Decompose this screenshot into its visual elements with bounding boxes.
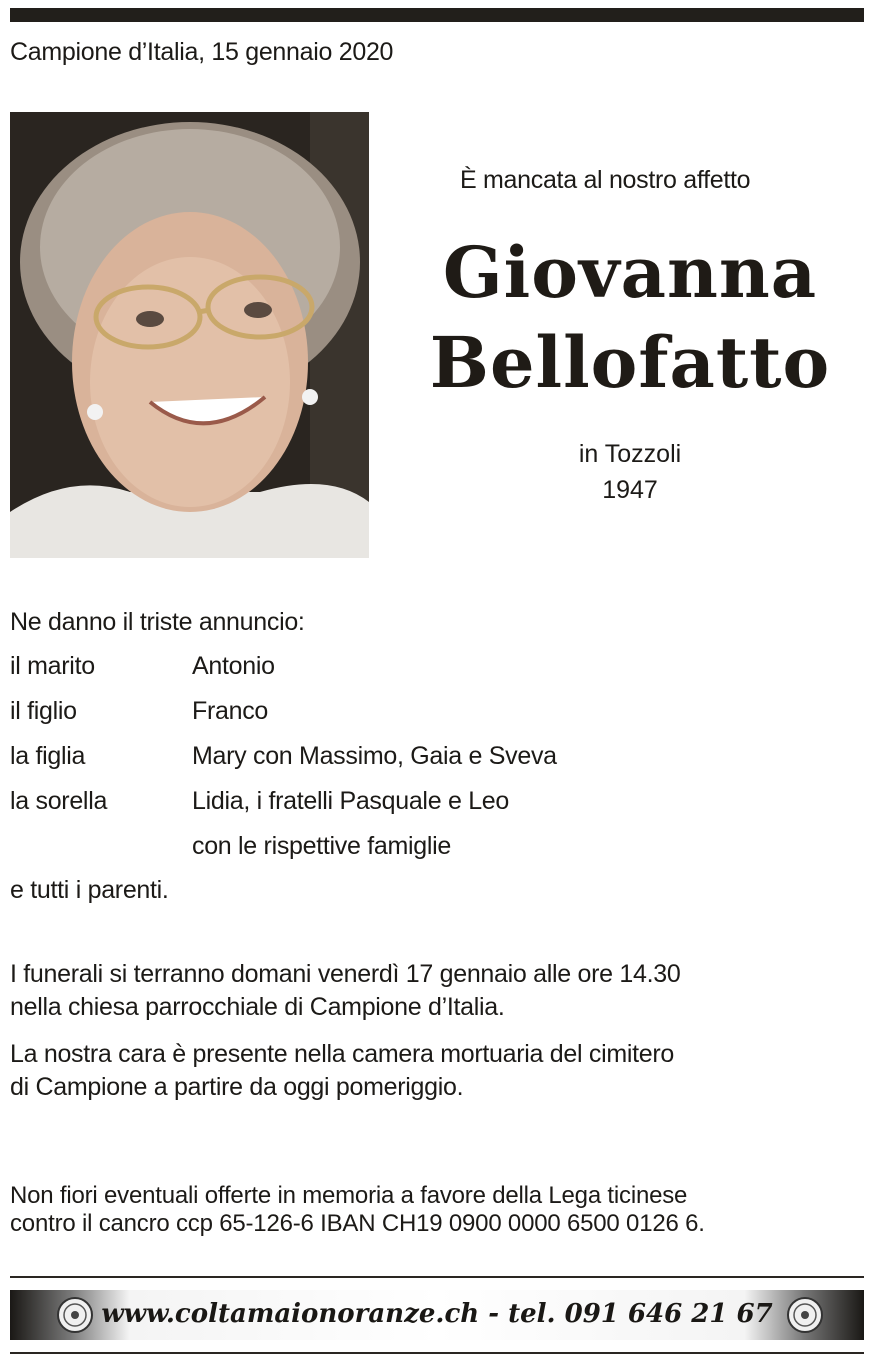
place-date: Campione d’Italia, 15 gennaio 2020 (10, 38, 394, 66)
viewing-line: di Campione a partire da oggi pomeriggio. (10, 1073, 464, 1101)
viewing-notice (10, 1038, 674, 1104)
viewing-line: La nostra cara è presente nella camera mortuaria del cimitero (10, 1040, 674, 1068)
relative-names: Lidia, i fratelli Pasquale e Leo (192, 787, 509, 815)
relatives-closing: e tutti i parenti. (10, 876, 169, 904)
relative-role: la figlia (10, 742, 86, 770)
footer-top-rule (10, 1276, 864, 1278)
portrait-photo (10, 112, 369, 558)
first-name: Giovanna (442, 231, 818, 314)
last-name: Bellofatto (429, 321, 831, 404)
relative-names: Antonio (192, 652, 275, 680)
funeral-line: I funerali si terranno domani venerdì 17 gennaio alle ore 14.30 (10, 960, 681, 988)
relative-role: il marito (10, 652, 95, 680)
funeral-line: nella chiesa parrocchiale di Campione d’Italia. (10, 993, 505, 1021)
footer-bottom-rule (10, 1352, 864, 1354)
married-name: in Tozzoli (578, 440, 682, 468)
funeral-home-seal-icon (786, 1296, 824, 1334)
funeral-notice (10, 958, 680, 1024)
intro-text: È mancata al nostro affetto (460, 166, 751, 194)
relatives-continuation: con le rispettive famiglie (192, 832, 451, 860)
footer-contact: www.coltamaionoranze.ch - tel. 091 646 21 67 (101, 1299, 773, 1329)
footer-bar (10, 1290, 864, 1340)
announcement-lead: Ne danno il triste annuncio: (10, 608, 305, 636)
donation-line: Non fiori eventuali offerte in memoria a favore della Lega ticinese (10, 1182, 688, 1209)
relative-role: il figlio (10, 697, 77, 725)
relative-names: Franco (192, 697, 269, 725)
relative-role: la sorella (10, 787, 108, 815)
relative-names: Mary con Massimo, Gaia e Sveva (192, 742, 557, 770)
donation-line: contro il cancro ccp 65-126-6 IBAN CH19 0900 0000 6500 0126 6. (10, 1210, 705, 1237)
birth-year: 1947 (602, 476, 658, 504)
top-rule (10, 8, 864, 22)
donation-notice (10, 1182, 705, 1238)
